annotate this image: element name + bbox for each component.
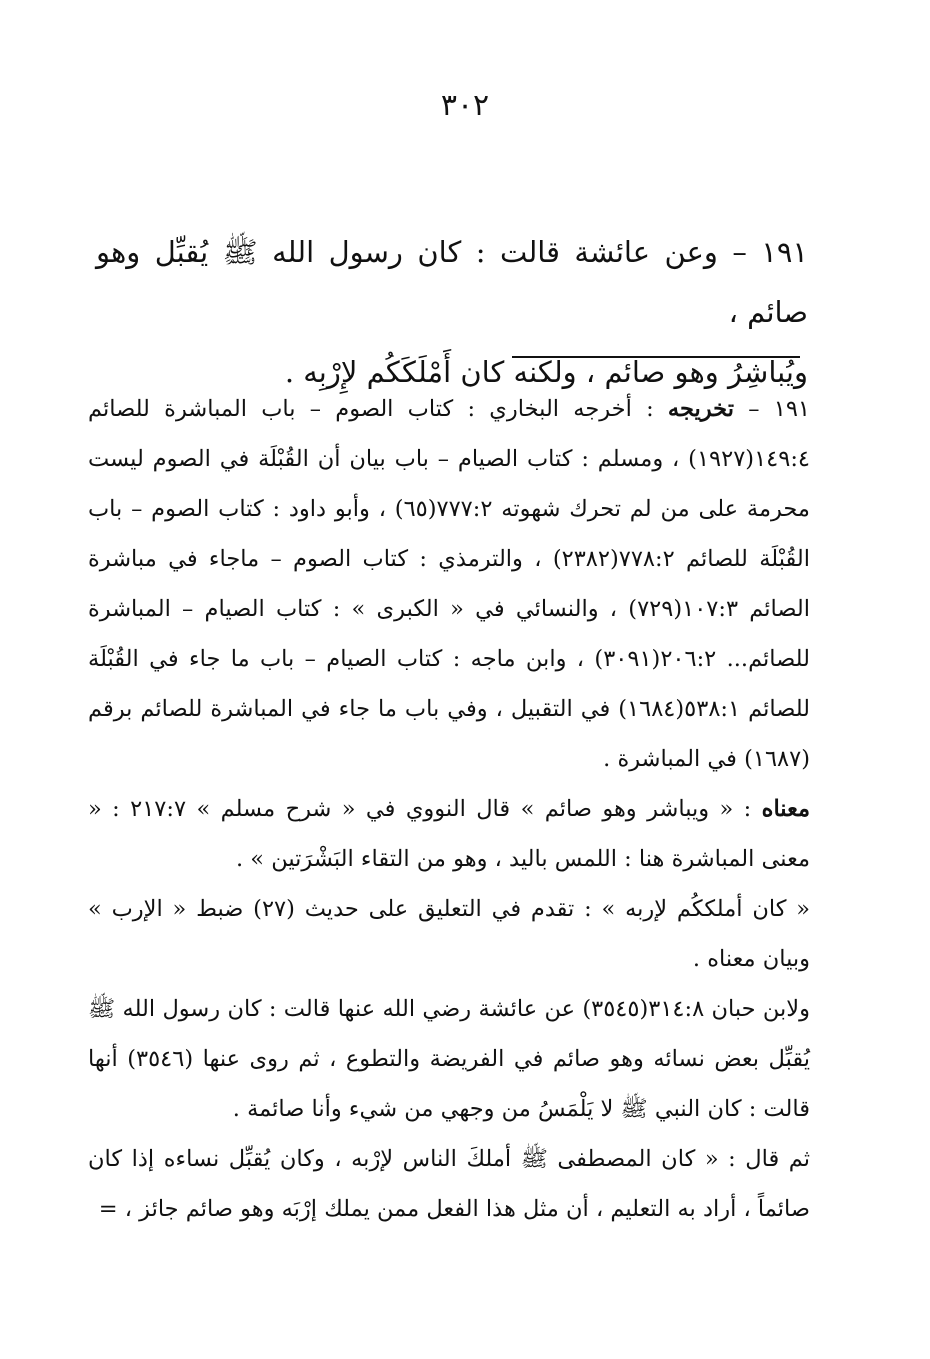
amlakakum-paragraph: « كان أملككُم لإربه » : تقدم في التعليق على حديث (٢٧) ضبط « الإرب » وبيان معناه . (88, 896, 810, 972)
thumma-qala-paragraph: ثم قال : « كان المصطفى ﷺ أملكَ الناس لإرْبه ، وكان يُقبِّل نساءه إذا كان صائماً ، أراد به التعليم ، أن مثل هذا الفعل ممن يملك إرْبَه وهو صائم جائز ، = (88, 1146, 810, 1222)
maanah-label: معناه (761, 796, 810, 822)
page-number: ٣٠٢ (440, 88, 490, 123)
footnotes (88, 384, 810, 1234)
takhrij-text: : أخرجه البخاري : كتاب الصوم – باب المباشرة للصائم ١٤٩:٤(١٩٢٧) ، ومسلم : كتاب الصيام – باب بيان أن القُبْلَة في الصوم ليست محرمة على من لم تحرك شهوته ٧٧٧:٢(٦٥) ، وأبو داود : كتاب الصوم – باب القُبْلَة للصائم ٧٧٨:٢(٢٣٨٢) ، والترمذي : كتاب الصوم – ماجاء في مباشرة الصائم ١٠٧:٣(٧٢٩) ، والنسائي في « الكبرى » : كتاب الصيام – المباشرة للصائم... ٢٠٦:٢(٣٠٩١) ، وابن ماجه : كتاب الصيام – باب ما جاء في القُبْلَة للصائم ٥٣٨:١(١٦٨٤) في التقبيل ، وفي باب ما جاء في المباشرة للصائم برقم (١٦٨٧) في المباشرة . (88, 396, 811, 772)
maanah-text: : « ويباشر وهو صائم » قال النووي في « شرح مسلم » ٢١٧:٧ : « معنى المباشرة هنا : اللمس باليد ، وهو من التقاء البَشْرَتين » . (88, 796, 810, 872)
ibn-hibban-paragraph: ولابن حبان ٣١٤:٨(٣٥٤٥) عن عائشة رضي الله عنها قالت : كان رسول الله ﷺ يُقبِّل بعض نسائه وهو صائم في الفريضة والتطوع ، ثم روى عنها (٣٥٤٦) أنها قالت : كان النبي ﷺ لا يَلْمَسُ من وجهي من شيء وأنا صائمة . (88, 996, 811, 1122)
takhrij-label: تخريجه (667, 396, 734, 422)
takhrij-number: ١٩١ – (733, 396, 810, 422)
maanah-paragraph (88, 784, 810, 884)
hadith-line-1: ١٩١ – وعن عائشة قالت : كان رسول الله ﷺ يُقبِّل وهو صائم ، (96, 235, 808, 329)
takhrij-paragraph (88, 384, 810, 784)
hadith-text (96, 222, 808, 402)
hadith-line-2: ويُباشِرُ وهو صائم ، ولكنه كان أَمْلَكَكُم لإِرْبِه . (284, 355, 808, 389)
footnote-separator (512, 356, 800, 358)
